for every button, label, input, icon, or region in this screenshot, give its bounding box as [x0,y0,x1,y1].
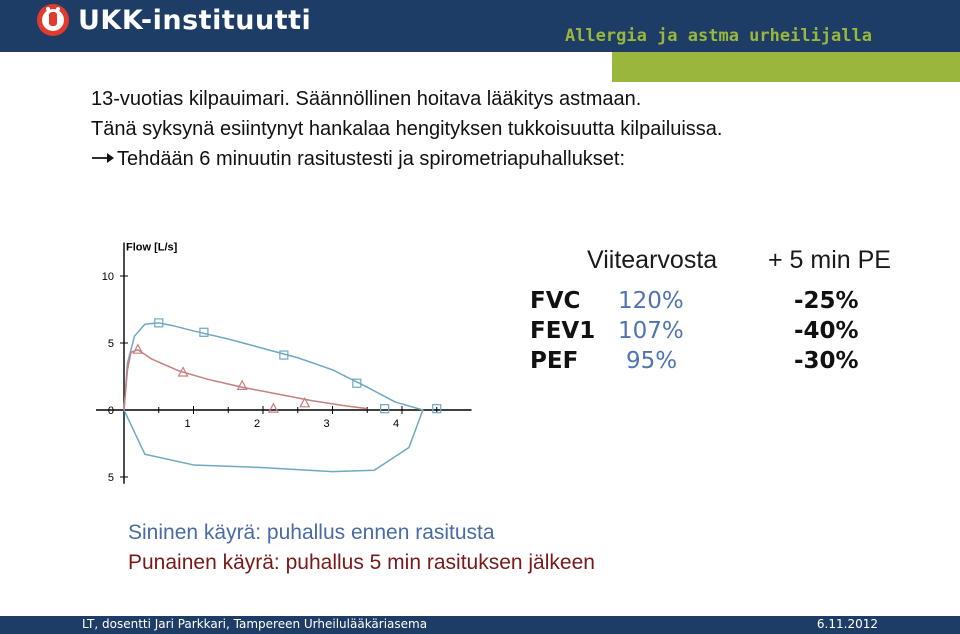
triangle-marker [238,381,247,390]
footer-bar [0,616,960,634]
fev1-reference: 107% [618,318,684,344]
accent-band [612,52,960,82]
series-line-1 [124,350,367,410]
x-tick-label: 3 [323,418,330,430]
fvc-post-exercise: -25% [794,288,859,314]
square-marker [381,405,389,413]
y-axis-label: Flow [L/s] [126,241,178,254]
fvc-reference: 120% [618,288,684,314]
header-bar [0,0,960,52]
y-tick-label: 0 [107,405,114,417]
triangle-marker [269,404,278,413]
intro-line-2: Tänä syksynä esiintynyt hankalaa hengityksen tukkoisuutta kilpailuissa. [91,118,723,140]
intro-line-3 [91,144,722,174]
intro-line-1: 13-vuotias kilpauimari. Säännöllinen hoitava lääkitys astmaan. [91,88,642,110]
col-header-post-exercise: + 5 min PE [768,246,891,274]
intro-line-3-text: Tehdään 6 minuutin rasitustesti ja spirometriapuhallukset: [117,148,626,170]
col-header-reference: Viitearvosta [587,246,718,274]
legend-blue-curve: Sininen käyrä: puhallus ennen rasitusta [128,521,495,544]
intro-text [91,84,722,174]
footer-date: 6.11.2012 [816,617,878,631]
pef-post-exercise: -30% [794,348,859,374]
x-tick-label: 2 [253,418,261,430]
right-arrow-icon [91,144,117,174]
logo [36,2,311,38]
row-label-fvc: FVC [530,288,581,314]
flow-volume-chart [96,212,476,504]
y-tick-label: 5 [107,472,114,484]
fev1-post-exercise: -40% [794,318,859,344]
y-tick-label: 5 [107,338,114,350]
x-tick-label: 4 [392,418,400,430]
logo-text: UKK-instituutti [78,4,312,36]
row-label-pef: PEF [530,348,579,374]
legend-red-curve: Punainen käyrä: puhallus 5 min rasituksen jälkeen [128,551,595,574]
row-label-fev1: FEV1 [530,318,596,344]
footer-author: LT, dosentti Jari Parkkari, Tampereen Urheilulääkäriasema [82,617,428,631]
logo-icon [36,3,70,37]
pef-reference: 95% [626,348,678,374]
x-tick-label: 1 [184,418,191,430]
presentation-title: Allergia ja astma urheilijalla [564,26,872,46]
y-tick-label: 10 [101,271,114,283]
series-line-0 [124,323,423,472]
